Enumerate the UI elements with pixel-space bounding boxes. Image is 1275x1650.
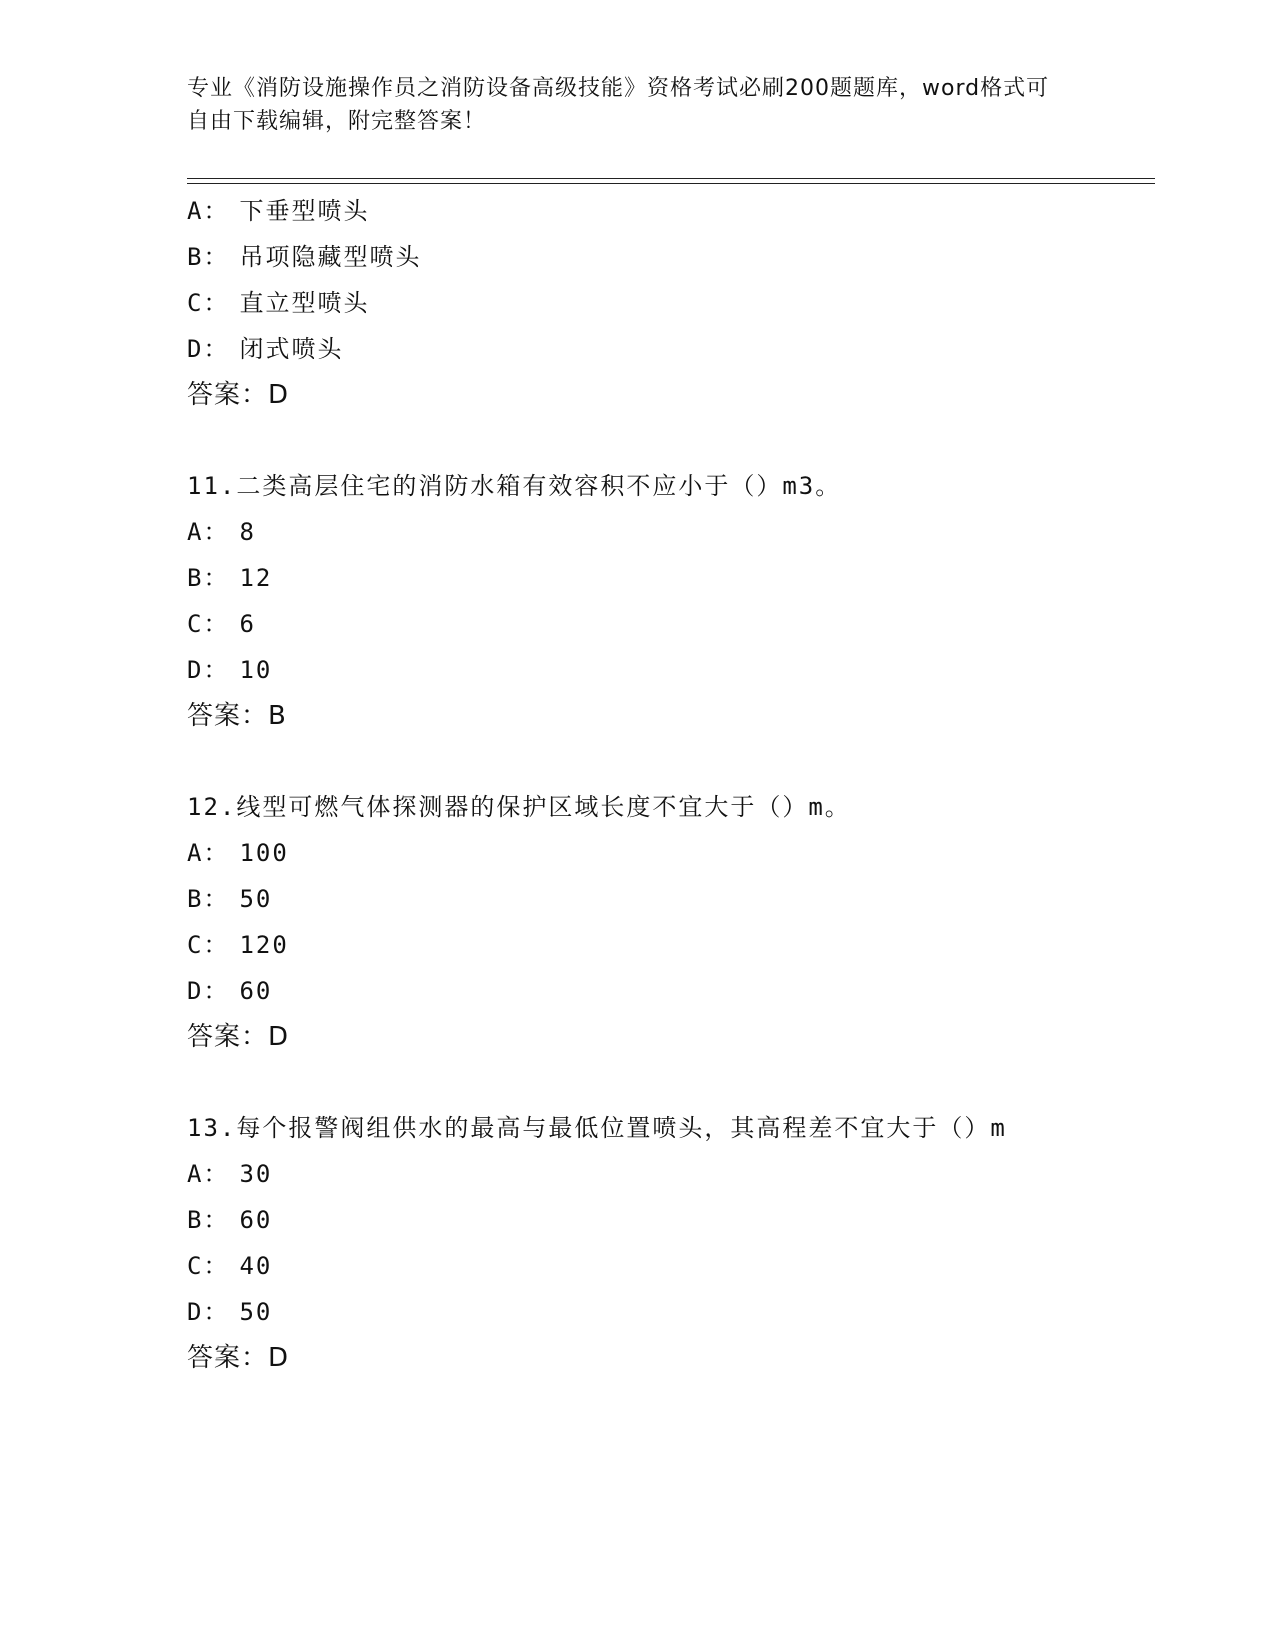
option-a: A： 30 xyxy=(187,1160,273,1188)
option-d: D： 60 xyxy=(187,977,273,1005)
question-list xyxy=(187,188,1087,1381)
option-b: B： 吊项隐藏型喷头 xyxy=(187,243,422,271)
option-c: C： 120 xyxy=(187,931,289,959)
option-a: A： 下垂型喷头 xyxy=(187,197,370,225)
answer-line: 答案：D xyxy=(187,380,290,410)
question-block-13 xyxy=(187,1105,1087,1381)
question-block-10 xyxy=(187,188,1087,418)
option-a: A： 8 xyxy=(187,518,256,546)
answer-line: 答案：B xyxy=(187,701,287,731)
header-rule-top xyxy=(187,178,1155,179)
answer-line: 答案：D xyxy=(187,1343,290,1373)
question-title: 12.线型可燃气体探测器的保护区域长度不宜大于（）m。 xyxy=(187,793,851,821)
question-block-11 xyxy=(187,463,1087,739)
question-title: 13.每个报警阀组供水的最高与最低位置喷头，其高程差不宜大于（）m xyxy=(187,1114,1007,1142)
option-a: A： 100 xyxy=(187,839,289,867)
option-d: D： 闭式喷头 xyxy=(187,335,344,363)
question-title: 11.二类高层住宅的消防水箱有效容积不应小于（）m3。 xyxy=(187,472,842,500)
option-b: B： 60 xyxy=(187,1206,273,1234)
option-b: B： 50 xyxy=(187,885,273,913)
option-b: B： 12 xyxy=(187,564,273,592)
option-c: C： 6 xyxy=(187,610,256,638)
question-block-12 xyxy=(187,784,1087,1060)
option-c: C： 40 xyxy=(187,1252,273,1280)
option-d: D： 10 xyxy=(187,656,273,684)
option-c: C： 直立型喷头 xyxy=(187,289,370,317)
header-rule-bottom xyxy=(187,183,1155,184)
document-header: 专业《消防设施操作员之消防设备高级技能》资格考试必刷200题题库，word格式可自由下载编辑，附完整答案！ xyxy=(187,76,1050,134)
option-d: D： 50 xyxy=(187,1298,273,1326)
answer-line: 答案：D xyxy=(187,1022,290,1052)
